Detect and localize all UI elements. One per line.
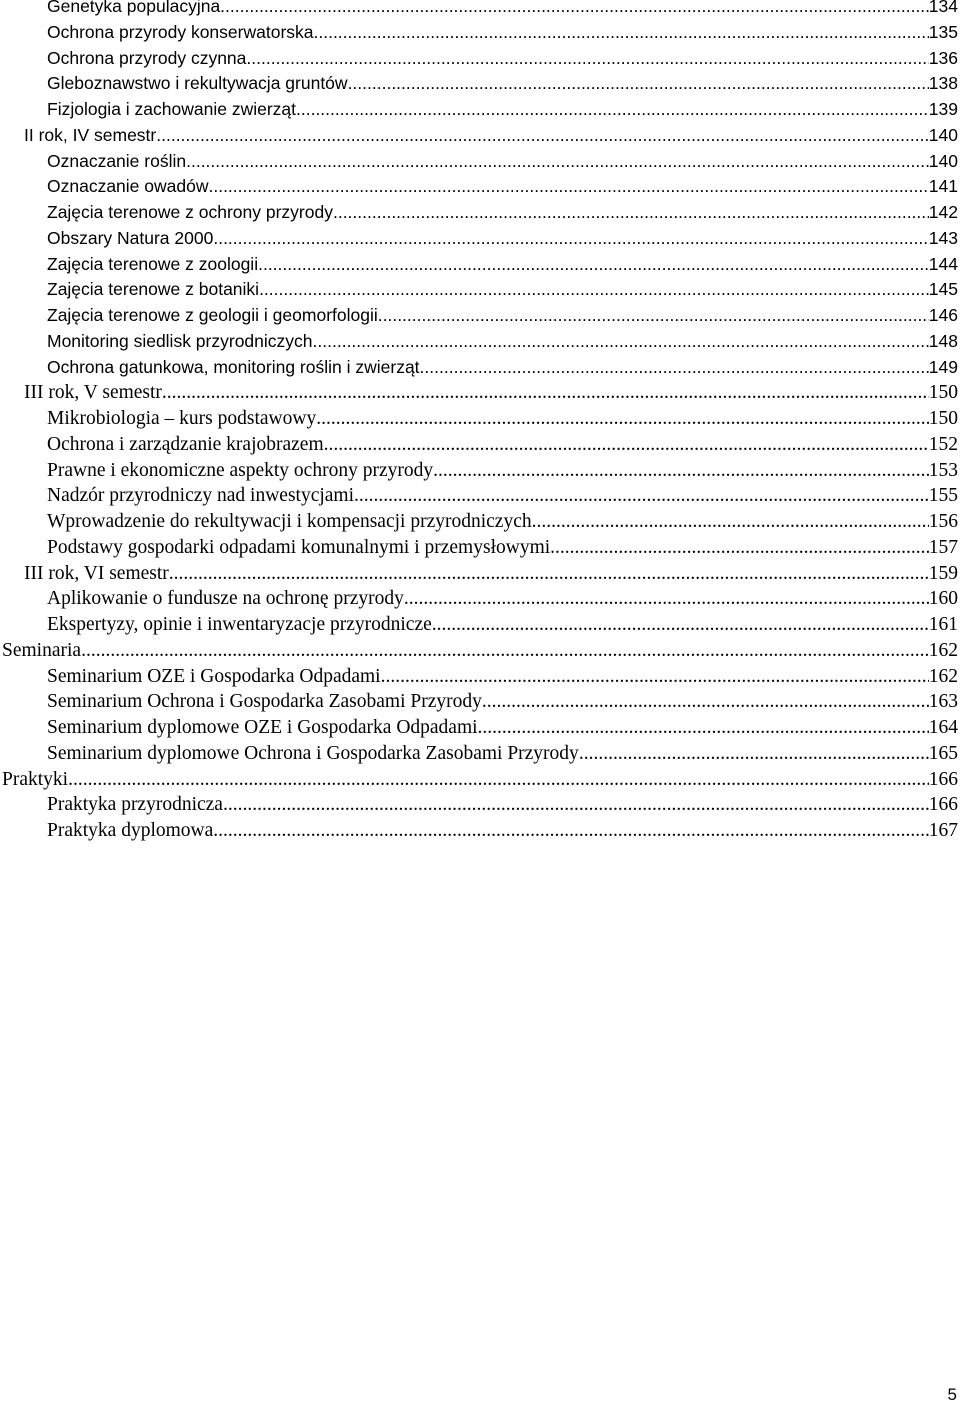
toc-entry[interactable] bbox=[0, 46, 958, 72]
toc-entry-page: 145 bbox=[928, 279, 958, 300]
toc-entry-page: 144 bbox=[928, 253, 958, 274]
toc-entry[interactable] bbox=[0, 71, 958, 97]
toc-entry-page: 150 bbox=[928, 408, 958, 429]
toc-entry-page: 166 bbox=[928, 768, 958, 790]
toc-entry-page: 138 bbox=[928, 73, 958, 94]
toc-entry[interactable] bbox=[0, 174, 958, 200]
toc-entry-title: Oznaczanie owadów bbox=[47, 176, 209, 197]
toc-entry[interactable] bbox=[0, 638, 958, 664]
toc-entry-page: 163 bbox=[928, 691, 958, 713]
toc-entry[interactable] bbox=[0, 483, 958, 509]
toc-entry-page: 157 bbox=[928, 536, 958, 558]
toc-dot-leader bbox=[169, 561, 929, 587]
toc-entry-page: 164 bbox=[928, 717, 958, 738]
toc-dot-leader bbox=[348, 71, 929, 97]
toc-dot-leader bbox=[314, 20, 929, 46]
toc-dot-leader bbox=[482, 689, 929, 715]
toc-dot-leader bbox=[381, 664, 929, 690]
toc-entry[interactable] bbox=[0, 329, 958, 355]
toc-dot-leader bbox=[420, 355, 929, 381]
toc-dot-leader bbox=[213, 818, 928, 844]
toc-entry-title: Genetyka populacyjna bbox=[47, 0, 221, 16]
toc-entry-title: Seminaria bbox=[2, 639, 82, 661]
toc-entry[interactable] bbox=[0, 586, 958, 612]
toc-entry[interactable] bbox=[0, 689, 958, 715]
toc-entry-page: 156 bbox=[928, 511, 958, 532]
toc-entry-title: Zajęcia terenowe z zoologii bbox=[47, 253, 259, 274]
toc-entry-title: Wprowadzenie do rekultywacji i kompensacji przyrodniczych bbox=[47, 511, 532, 532]
toc-entry-title: Zajęcia terenowe z ochrony przyrody bbox=[47, 202, 333, 222]
toc-entry-page: 136 bbox=[928, 47, 958, 68]
toc-entry[interactable] bbox=[0, 612, 958, 638]
toc-entry[interactable] bbox=[0, 355, 958, 381]
toc-dot-leader bbox=[213, 226, 928, 252]
toc-entry-title: Monitoring siedlisk przyrodniczych bbox=[47, 330, 313, 351]
toc-entry[interactable] bbox=[0, 664, 958, 690]
toc-entry-title: Fizjologia i zachowanie zwierząt bbox=[47, 99, 296, 119]
toc-dot-leader bbox=[324, 432, 929, 458]
toc-entry-page: 160 bbox=[928, 588, 958, 610]
toc-entry-title: Gleboznawstwo i rekultywacja gruntów bbox=[47, 73, 348, 94]
toc-entry-page: 139 bbox=[928, 99, 958, 119]
toc-entry-title: Zajęcia terenowe z geologii i geomorfologii bbox=[47, 305, 378, 325]
toc-entry-page: 135 bbox=[928, 21, 958, 42]
toc-entry[interactable] bbox=[0, 741, 958, 767]
toc-entry-page: 166 bbox=[928, 794, 958, 816]
toc-dot-leader bbox=[433, 458, 929, 484]
toc-dot-leader bbox=[316, 406, 929, 432]
toc-entry-page: 153 bbox=[928, 459, 958, 481]
toc-entry[interactable] bbox=[0, 792, 958, 818]
toc-dot-leader bbox=[432, 612, 929, 638]
toc-entry[interactable] bbox=[0, 149, 958, 175]
toc-entry-page: 162 bbox=[928, 665, 958, 687]
toc-entry-title: Seminarium dyplomowe Ochrona i Gospodarka Zasobami Przyrody bbox=[47, 742, 579, 764]
toc-entry[interactable] bbox=[0, 767, 958, 793]
toc-entry-page: 159 bbox=[928, 562, 958, 584]
toc-dot-leader bbox=[259, 277, 929, 303]
toc-entry-page: 149 bbox=[928, 356, 958, 377]
toc-entry[interactable] bbox=[0, 0, 958, 20]
toc-entry-page: 165 bbox=[928, 742, 958, 764]
toc-dot-leader bbox=[258, 252, 929, 278]
toc-entry[interactable] bbox=[0, 715, 958, 741]
toc-dot-leader bbox=[296, 97, 929, 123]
toc-entry-title: Zajęcia terenowe z botaniki bbox=[47, 279, 260, 300]
toc-entry-page: 155 bbox=[928, 485, 958, 507]
toc-dot-leader bbox=[532, 509, 929, 535]
toc-entry-title: Ochrona gatunkowa, monitoring roślin i zwierząt bbox=[47, 356, 420, 377]
toc-entry-page: 162 bbox=[928, 639, 958, 661]
toc-entry-page: 150 bbox=[928, 382, 958, 404]
toc-dot-leader bbox=[404, 586, 929, 612]
toc-entry[interactable] bbox=[0, 123, 958, 149]
toc-dot-leader bbox=[68, 767, 929, 793]
toc-entry[interactable] bbox=[0, 277, 958, 303]
toc-dot-leader bbox=[354, 483, 929, 509]
toc-entry-page: 140 bbox=[928, 124, 958, 145]
toc-entry[interactable] bbox=[0, 818, 958, 844]
toc-entry[interactable] bbox=[0, 535, 958, 561]
toc-entry-page: 167 bbox=[928, 820, 958, 841]
toc-entry[interactable] bbox=[0, 509, 958, 535]
toc-entry-page: 134 bbox=[928, 0, 958, 16]
toc-entry-title: Seminarium dyplomowe OZE i Gospodarka Odpadami bbox=[47, 717, 478, 738]
toc-dot-leader bbox=[478, 715, 929, 741]
toc-entry[interactable] bbox=[0, 200, 958, 226]
toc-entry-title: Seminarium OZE i Gospodarka Odpadami bbox=[47, 665, 381, 687]
toc-dot-leader bbox=[81, 638, 929, 664]
toc-dot-leader bbox=[550, 535, 929, 561]
toc-entry-page: 140 bbox=[928, 150, 958, 171]
toc-dot-leader bbox=[378, 303, 929, 329]
toc-entry[interactable] bbox=[0, 458, 958, 484]
toc-entry-page: 146 bbox=[928, 305, 958, 325]
toc-dot-leader bbox=[162, 380, 929, 406]
toc-dot-leader bbox=[208, 174, 928, 200]
toc-entry-title: Ochrona i zarządzanie krajobrazem bbox=[47, 433, 324, 455]
toc-dot-leader bbox=[156, 123, 929, 149]
toc-entry-page: 141 bbox=[928, 176, 958, 197]
toc-entry-title: Podstawy gospodarki odpadami komunalnymi i przemysłowymi bbox=[47, 536, 551, 558]
toc-dot-leader bbox=[186, 149, 929, 175]
toc-entry[interactable] bbox=[0, 561, 958, 587]
toc-entry[interactable] bbox=[0, 303, 958, 329]
toc-entry-page: 143 bbox=[928, 227, 958, 248]
toc-entry[interactable] bbox=[0, 380, 958, 406]
toc-entry-title: Prawne i ekonomiczne aspekty ochrony przyrody bbox=[47, 459, 434, 481]
toc-entry-title: III rok, V semestr bbox=[24, 382, 162, 404]
page-number: 5 bbox=[947, 1385, 957, 1404]
toc-entry-title: Ochrona przyrody konserwatorska bbox=[47, 21, 314, 42]
toc-entry[interactable] bbox=[0, 252, 958, 278]
toc-entry[interactable] bbox=[0, 406, 958, 432]
toc-entry-title: Ekspertyzy, opinie i inwentaryzacje przyrodnicze bbox=[47, 614, 432, 635]
toc-entry-title: Seminarium Ochrona i Gospodarka Zasobami Przyrody bbox=[47, 691, 482, 713]
toc-entry-page: 148 bbox=[928, 330, 958, 351]
toc-entry-title: Praktyka dyplomowa bbox=[47, 820, 214, 841]
toc-entry-title: Mikrobiologia – kurs podstawowy bbox=[47, 408, 317, 429]
toc-entry-page: 152 bbox=[928, 433, 958, 455]
toc-entry-title: Ochrona przyrody czynna bbox=[47, 47, 247, 68]
toc-entry[interactable] bbox=[0, 97, 958, 123]
toc-dot-leader bbox=[313, 329, 929, 355]
toc-entry-title: Oznaczanie roślin bbox=[47, 150, 187, 171]
toc-entry-title: Aplikowanie o fundusze na ochronę przyrody bbox=[47, 588, 404, 610]
toc-dot-leader bbox=[223, 792, 929, 818]
toc-entry-title: Obszary Natura 2000 bbox=[47, 227, 214, 248]
toc-dot-leader bbox=[579, 741, 929, 767]
toc-entry[interactable] bbox=[0, 432, 958, 458]
toc-entry[interactable] bbox=[0, 20, 958, 46]
toc-entry-title: Praktyka przyrodnicza bbox=[47, 794, 223, 816]
toc-entry-title: Praktyki bbox=[2, 768, 69, 790]
toc-entry-page: 142 bbox=[928, 202, 958, 222]
toc-dot-leader bbox=[333, 200, 929, 226]
toc-dot-leader bbox=[246, 46, 928, 72]
toc-entry[interactable] bbox=[0, 226, 958, 252]
toc-entry-title: II rok, IV semestr bbox=[24, 124, 157, 145]
toc-entry-title: III rok, VI semestr bbox=[24, 562, 169, 584]
toc-entry-title: Nadzór przyrodniczy nad inwestycjami bbox=[47, 485, 355, 507]
toc-dot-leader bbox=[220, 0, 929, 20]
toc-entry-page: 161 bbox=[928, 614, 958, 635]
